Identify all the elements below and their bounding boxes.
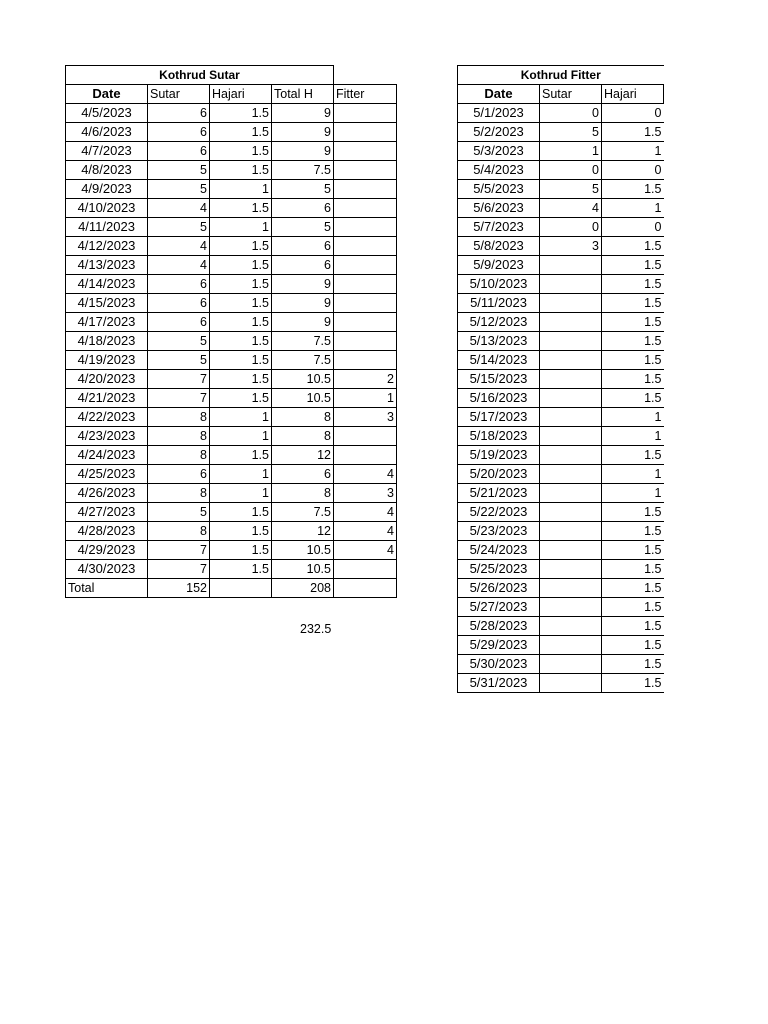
table-row: [66, 256, 397, 275]
hajari-cell: 1: [602, 408, 664, 427]
hajari-cell: 0: [602, 161, 664, 180]
sutar-cell: [540, 465, 602, 484]
date-cell: 4/22/2023: [66, 408, 148, 427]
date-cell: 4/17/2023: [66, 313, 148, 332]
sutar-cell: 6: [148, 275, 210, 294]
table-row: [66, 142, 397, 161]
sutar-cell: 8: [148, 522, 210, 541]
date-cell: 5/19/2023: [458, 446, 540, 465]
table-row: [458, 579, 664, 598]
sutar-cell: 5: [148, 351, 210, 370]
sutar-cell: 6: [148, 313, 210, 332]
table-row: [66, 389, 397, 408]
fitter-cell: [334, 446, 397, 465]
column-header-sutar: Sutar: [148, 85, 210, 104]
hajari-cell: 1: [210, 408, 272, 427]
sutar-cell: 7: [148, 370, 210, 389]
date-cell: 5/9/2023: [458, 256, 540, 275]
date-cell: 5/20/2023: [458, 465, 540, 484]
hajari-cell: 1.5: [602, 180, 664, 199]
date-cell: 4/19/2023: [66, 351, 148, 370]
date-cell: 4/6/2023: [66, 123, 148, 142]
hajari-cell: 1.5: [602, 351, 664, 370]
table-row: [66, 123, 397, 142]
table-row: [66, 332, 397, 351]
date-cell: 4/7/2023: [66, 142, 148, 161]
date-cell: 4/27/2023: [66, 503, 148, 522]
table-title-row: [66, 66, 397, 85]
table-row: [66, 313, 397, 332]
date-cell: 5/15/2023: [458, 370, 540, 389]
fitter-cell: [334, 313, 397, 332]
table-row: [66, 541, 397, 560]
hajari-cell: 1.5: [602, 598, 664, 617]
sutar-cell: [540, 370, 602, 389]
total-h-cell: 5: [272, 180, 334, 199]
table-title: Kothrud Fitter: [458, 66, 664, 85]
date-cell: 5/10/2023: [458, 275, 540, 294]
hajari-cell: 1.5: [210, 199, 272, 218]
sutar-cell: 6: [148, 465, 210, 484]
date-cell: 5/16/2023: [458, 389, 540, 408]
total-h-cell: 8: [272, 408, 334, 427]
sutar-cell: 8: [148, 446, 210, 465]
fitter-cell: [334, 123, 397, 142]
hajari-cell: 1: [602, 484, 664, 503]
hajari-cell: 1.5: [210, 541, 272, 560]
sutar-cell: 6: [148, 123, 210, 142]
hajari-cell: 1: [602, 465, 664, 484]
total-h-cell: 7.5: [272, 503, 334, 522]
table-row: [66, 275, 397, 294]
date-cell: 5/5/2023: [458, 180, 540, 199]
sutar-cell: [540, 332, 602, 351]
date-cell: 4/23/2023: [66, 427, 148, 446]
hajari-cell: 1.5: [602, 636, 664, 655]
fitter-cell: [334, 275, 397, 294]
sutar-cell: [540, 294, 602, 313]
column-header-total-h: Total H: [272, 85, 334, 104]
table-row: [66, 484, 397, 503]
total-h-cell: 6: [272, 256, 334, 275]
hajari-cell: 1.5: [210, 294, 272, 313]
hajari-cell: 1.5: [210, 237, 272, 256]
sutar-cell: [540, 636, 602, 655]
sutar-cell: 6: [148, 104, 210, 123]
table-row: [458, 655, 664, 674]
total-row: [66, 579, 397, 598]
total-h-cell: 8: [272, 484, 334, 503]
date-cell: 4/14/2023: [66, 275, 148, 294]
date-cell: 4/13/2023: [66, 256, 148, 275]
table-row: [458, 199, 664, 218]
column-header-sutar: Sutar: [540, 85, 602, 104]
hajari-cell: 1.5: [602, 313, 664, 332]
fitter-cell: 4: [334, 503, 397, 522]
table-row: [66, 294, 397, 313]
hajari-cell: 1: [210, 180, 272, 199]
table-row: [66, 465, 397, 484]
column-header-date: Date: [66, 85, 148, 104]
hajari-cell: 1.5: [210, 256, 272, 275]
table-row: [66, 522, 397, 541]
date-cell: 5/11/2023: [458, 294, 540, 313]
sutar-cell: 3: [540, 237, 602, 256]
table-row: [458, 351, 664, 370]
table-row: [458, 294, 664, 313]
hajari-cell: 1.5: [602, 332, 664, 351]
date-cell: 4/20/2023: [66, 370, 148, 389]
date-cell: 5/1/2023: [458, 104, 540, 123]
hajari-cell: 1: [602, 199, 664, 218]
date-cell: 4/30/2023: [66, 560, 148, 579]
hajari-cell: 1.5: [602, 617, 664, 636]
sutar-cell: [540, 579, 602, 598]
sutar-cell: 8: [148, 484, 210, 503]
table-row: [458, 408, 664, 427]
sutar-cell: [540, 256, 602, 275]
total-h-cell: 6: [272, 465, 334, 484]
sutar-cell: [540, 560, 602, 579]
hajari-cell: 1.5: [210, 389, 272, 408]
table-row: [458, 389, 664, 408]
table-row: [66, 351, 397, 370]
kothrud-fitter-table: [457, 65, 664, 693]
sutar-cell: 0: [540, 104, 602, 123]
table-row: [458, 674, 664, 693]
hajari-cell: 1.5: [602, 389, 664, 408]
table-row: [66, 237, 397, 256]
date-cell: 5/12/2023: [458, 313, 540, 332]
hajari-cell: 0: [602, 104, 664, 123]
sutar-cell: 8: [148, 408, 210, 427]
total-fitter: [334, 579, 397, 598]
sutar-cell: 7: [148, 560, 210, 579]
sutar-cell: [540, 389, 602, 408]
table-title: Kothrud Sutar: [66, 66, 334, 85]
date-cell: 5/7/2023: [458, 218, 540, 237]
date-cell: 5/22/2023: [458, 503, 540, 522]
hajari-cell: 1.5: [602, 256, 664, 275]
sutar-cell: 5: [540, 123, 602, 142]
hajari-cell: 1.5: [210, 560, 272, 579]
total-h-cell: 7.5: [272, 332, 334, 351]
table-row: [458, 465, 664, 484]
sutar-cell: 0: [540, 161, 602, 180]
fitter-cell: 2: [334, 370, 397, 389]
table-row: [458, 237, 664, 256]
total-h-cell: 9: [272, 275, 334, 294]
table-title-row: [458, 66, 664, 85]
date-cell: 4/12/2023: [66, 237, 148, 256]
total-h-cell: 10.5: [272, 389, 334, 408]
total-sutar: 152: [148, 579, 210, 598]
date-cell: 4/25/2023: [66, 465, 148, 484]
sutar-cell: 4: [540, 199, 602, 218]
date-cell: 5/23/2023: [458, 522, 540, 541]
total-total-h: 208: [272, 579, 334, 598]
table-row: [458, 161, 664, 180]
sutar-cell: 4: [148, 256, 210, 275]
table-row: [458, 503, 664, 522]
total-h-cell: 6: [272, 237, 334, 256]
date-cell: 4/26/2023: [66, 484, 148, 503]
fitter-cell: [334, 161, 397, 180]
total-h-cell: 6: [272, 199, 334, 218]
sutar-cell: [540, 522, 602, 541]
fitter-cell: [334, 142, 397, 161]
date-cell: 5/13/2023: [458, 332, 540, 351]
fitter-cell: [334, 351, 397, 370]
table-row: [458, 598, 664, 617]
sutar-cell: 5: [148, 332, 210, 351]
sutar-cell: 7: [148, 389, 210, 408]
hajari-cell: 1.5: [602, 446, 664, 465]
sutar-cell: 0: [540, 218, 602, 237]
hajari-cell: 1.5: [602, 674, 664, 693]
table-row: [458, 123, 664, 142]
total-h-cell: 9: [272, 313, 334, 332]
total-h-cell: 12: [272, 446, 334, 465]
total-h-cell: 9: [272, 123, 334, 142]
hajari-cell: 1.5: [602, 541, 664, 560]
table-row: [66, 180, 397, 199]
hajari-cell: 1.5: [210, 446, 272, 465]
fitter-cell: [334, 237, 397, 256]
table-row: [66, 370, 397, 389]
sutar-cell: [540, 617, 602, 636]
fitter-cell: [334, 294, 397, 313]
sutar-cell: 1: [540, 142, 602, 161]
hajari-cell: 1.5: [210, 351, 272, 370]
table-row: [458, 332, 664, 351]
hajari-cell: 1: [602, 427, 664, 446]
table-row: [458, 541, 664, 560]
sutar-cell: [540, 313, 602, 332]
date-cell: 5/21/2023: [458, 484, 540, 503]
date-cell: 5/18/2023: [458, 427, 540, 446]
hajari-cell: 1.5: [602, 579, 664, 598]
hajari-cell: 1: [210, 484, 272, 503]
fitter-cell: 4: [334, 522, 397, 541]
table-row: [458, 427, 664, 446]
total-h-cell: 9: [272, 142, 334, 161]
total-h-cell: 12: [272, 522, 334, 541]
sutar-cell: [540, 674, 602, 693]
date-cell: 5/28/2023: [458, 617, 540, 636]
hajari-cell: 1.5: [602, 237, 664, 256]
hajari-cell: 1.5: [210, 161, 272, 180]
hajari-cell: 1.5: [602, 294, 664, 313]
table-row: [458, 522, 664, 541]
date-cell: 4/10/2023: [66, 199, 148, 218]
sutar-cell: [540, 598, 602, 617]
table-row: [66, 503, 397, 522]
hajari-cell: 1.5: [602, 275, 664, 294]
sutar-cell: 4: [148, 237, 210, 256]
hajari-cell: 1.5: [210, 313, 272, 332]
table-row: [66, 560, 397, 579]
sutar-cell: [540, 275, 602, 294]
table-row: [66, 446, 397, 465]
table-row: [458, 560, 664, 579]
date-cell: 5/4/2023: [458, 161, 540, 180]
sutar-cell: 5: [148, 180, 210, 199]
table-row: [458, 370, 664, 389]
column-header-fitter: Fitter: [334, 85, 397, 104]
total-label: Total: [66, 579, 148, 598]
fitter-cell: 4: [334, 541, 397, 560]
table-row: [66, 161, 397, 180]
extra-total-value: 232.5: [300, 622, 332, 636]
date-cell: 5/6/2023: [458, 199, 540, 218]
fitter-cell: [334, 332, 397, 351]
date-cell: 5/25/2023: [458, 560, 540, 579]
sutar-cell: 5: [148, 503, 210, 522]
hajari-cell: 1.5: [210, 275, 272, 294]
sutar-cell: 7: [148, 541, 210, 560]
fitter-cell: [334, 180, 397, 199]
hajari-cell: 1.5: [210, 104, 272, 123]
table-row: [66, 199, 397, 218]
hajari-cell: 1.5: [210, 503, 272, 522]
fitter-cell: [334, 427, 397, 446]
column-header-hajari: Hajari: [602, 85, 664, 104]
fitter-cell: [334, 199, 397, 218]
hajari-cell: 1: [602, 142, 664, 161]
hajari-cell: 1.5: [210, 123, 272, 142]
total-h-cell: 10.5: [272, 560, 334, 579]
sutar-cell: 8: [148, 427, 210, 446]
date-cell: 4/29/2023: [66, 541, 148, 560]
total-h-cell: 9: [272, 104, 334, 123]
hajari-cell: 1.5: [602, 503, 664, 522]
date-cell: 4/28/2023: [66, 522, 148, 541]
total-h-cell: 7.5: [272, 161, 334, 180]
date-cell: 5/26/2023: [458, 579, 540, 598]
fitter-cell: 3: [334, 408, 397, 427]
hajari-cell: 1.5: [210, 522, 272, 541]
total-h-cell: 10.5: [272, 370, 334, 389]
date-cell: 5/24/2023: [458, 541, 540, 560]
table-row: [458, 180, 664, 199]
table-row: [458, 256, 664, 275]
date-cell: 5/3/2023: [458, 142, 540, 161]
hajari-cell: 1: [210, 427, 272, 446]
hajari-cell: 1.5: [210, 332, 272, 351]
fitter-cell: 4: [334, 465, 397, 484]
column-header-hajari: Hajari: [210, 85, 272, 104]
date-cell: 5/2/2023: [458, 123, 540, 142]
sutar-cell: 6: [148, 294, 210, 313]
date-cell: 4/8/2023: [66, 161, 148, 180]
hajari-cell: 0: [602, 218, 664, 237]
hajari-cell: 1.5: [602, 522, 664, 541]
date-cell: 5/31/2023: [458, 674, 540, 693]
date-cell: 4/21/2023: [66, 389, 148, 408]
column-header-date: Date: [458, 85, 540, 104]
hajari-cell: 1: [210, 218, 272, 237]
fitter-cell: [334, 104, 397, 123]
total-hajari: [210, 579, 272, 598]
sutar-cell: 5: [148, 218, 210, 237]
table-row: [458, 275, 664, 294]
hajari-cell: 1.5: [602, 370, 664, 389]
header-row: [458, 85, 664, 104]
table-row: [458, 446, 664, 465]
total-h-cell: 9: [272, 294, 334, 313]
sutar-cell: 5: [148, 161, 210, 180]
fitter-cell: [334, 218, 397, 237]
table-row: [458, 484, 664, 503]
hajari-cell: 1: [210, 465, 272, 484]
sutar-cell: [540, 427, 602, 446]
sutar-cell: [540, 446, 602, 465]
table-row: [66, 218, 397, 237]
table-row: [66, 104, 397, 123]
sutar-cell: 4: [148, 199, 210, 218]
hajari-cell: 1.5: [602, 560, 664, 579]
sutar-cell: [540, 655, 602, 674]
date-cell: 4/9/2023: [66, 180, 148, 199]
date-cell: 4/11/2023: [66, 218, 148, 237]
fitter-cell: 3: [334, 484, 397, 503]
table-row: [458, 313, 664, 332]
hajari-cell: 1.5: [210, 142, 272, 161]
fitter-cell: [334, 560, 397, 579]
hajari-cell: 1.5: [210, 370, 272, 389]
total-h-cell: 7.5: [272, 351, 334, 370]
fitter-cell: 1: [334, 389, 397, 408]
date-cell: 5/17/2023: [458, 408, 540, 427]
sutar-cell: [540, 484, 602, 503]
date-cell: 4/24/2023: [66, 446, 148, 465]
table-row: [458, 142, 664, 161]
table-row: [458, 218, 664, 237]
sutar-cell: [540, 503, 602, 522]
kothrud-sutar-table: [65, 65, 397, 598]
table-row: [66, 408, 397, 427]
sutar-cell: [540, 408, 602, 427]
total-h-cell: 10.5: [272, 541, 334, 560]
table-row: [66, 427, 397, 446]
fitter-cell: [334, 256, 397, 275]
date-cell: 4/5/2023: [66, 104, 148, 123]
table-row: [458, 636, 664, 655]
date-cell: 5/30/2023: [458, 655, 540, 674]
date-cell: 5/29/2023: [458, 636, 540, 655]
table-row: [458, 617, 664, 636]
date-cell: 4/15/2023: [66, 294, 148, 313]
hajari-cell: 1.5: [602, 655, 664, 674]
date-cell: 5/27/2023: [458, 598, 540, 617]
total-h-cell: 8: [272, 427, 334, 446]
table-row: [458, 104, 664, 123]
hajari-cell: 1.5: [602, 123, 664, 142]
total-h-cell: 5: [272, 218, 334, 237]
header-row: [66, 85, 397, 104]
sutar-cell: 5: [540, 180, 602, 199]
date-cell: 5/8/2023: [458, 237, 540, 256]
sutar-cell: [540, 541, 602, 560]
sutar-cell: 6: [148, 142, 210, 161]
date-cell: 4/18/2023: [66, 332, 148, 351]
date-cell: 5/14/2023: [458, 351, 540, 370]
sutar-cell: [540, 351, 602, 370]
